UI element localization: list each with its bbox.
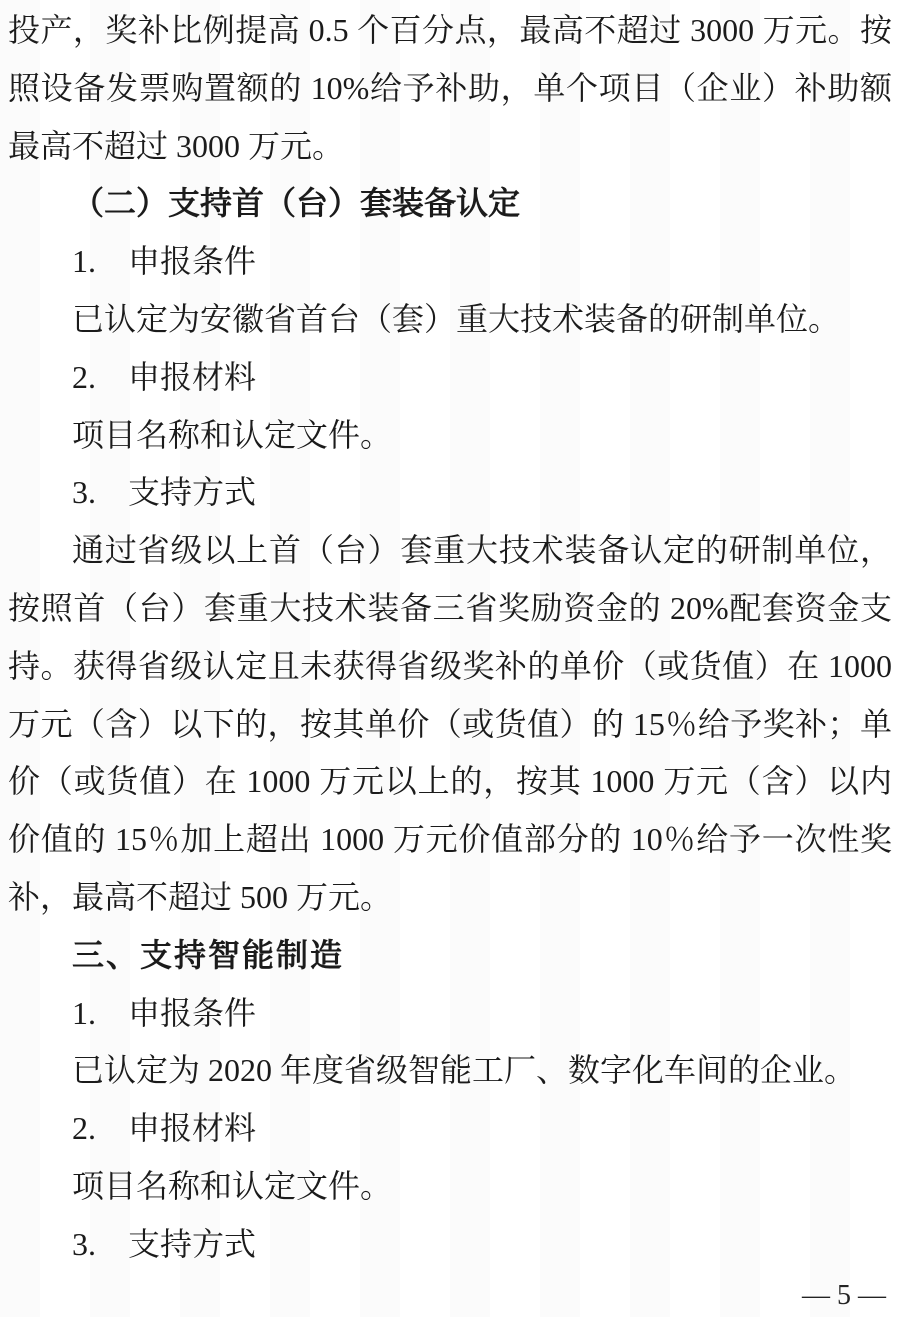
numbered-item: 2. 申报材料 [72, 1110, 257, 1147]
paragraph-continuation: 投产，奖补比例提高 0.5 个百分点，最高不超过 3000 万元。按照设备发票购置额的 10%给予补助，单个项目（企业）补助额最高不超过 3000 万元。 [8, 12, 892, 164]
numbered-item: 1. 申报条件 [72, 994, 257, 1031]
page-number: — 5 — [802, 1280, 886, 1311]
numbered-item: 1. 申报条件 [72, 243, 257, 280]
paragraph: 通过省级以上首（台）套重大技术装备认定的研制单位，按照首（台）套重大技术装备三省奖励资金的 20%配套资金支持。获得省级认定且未获得省级奖补的单价（或货值）在 1000 万元（含）以下的，按其单价（或货值）的 15％给予奖补；单价（或货值）在 1000 万元以上的，按其 1000 万元（含）以内价值的 15％加上超出 1000 万元价值部分的 10％给予一次性奖补，最高不超过 500 万元。 [8, 532, 892, 915]
numbered-item: 3. 支持方式 [72, 1225, 257, 1262]
paragraph: 已认定为安徽省首台（套）重大技术装备的研制单位。 [72, 300, 841, 337]
document-body [8, 2, 892, 1274]
section-heading-level1: 三、支持智能制造 [72, 936, 345, 973]
numbered-item: 3. 支持方式 [72, 474, 257, 511]
paragraph: 项目名称和认定文件。 [72, 1167, 393, 1204]
numbered-item: 2. 申报材料 [72, 358, 257, 395]
paragraph: 已认定为 2020 年度省级智能工厂、数字化车间的企业。 [72, 1052, 857, 1089]
paragraph: 项目名称和认定文件。 [72, 416, 393, 453]
section-heading-level2: （二）支持首（台）套装备认定 [72, 185, 521, 222]
